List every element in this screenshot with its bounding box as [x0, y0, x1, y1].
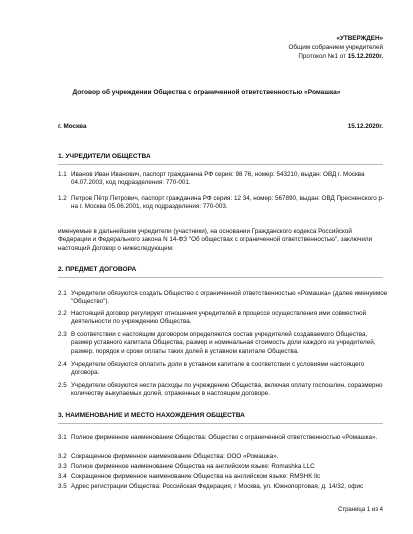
item-number: 2.3: [58, 331, 67, 338]
item-number: 1.2: [58, 195, 67, 202]
document-place: г. Москва: [58, 123, 87, 130]
protocol-line: [289, 53, 383, 62]
item-text: Полное фирменное наименование Общества на английском языке: Romashka LLC: [71, 463, 315, 470]
item-number: 2.4: [58, 361, 67, 368]
item-number: 3.5: [58, 483, 67, 490]
item-number: 3.3: [58, 463, 67, 470]
document-date: 15.12.2020г.: [347, 123, 383, 130]
protocol-date: 15.12.2020г.: [347, 52, 383, 60]
item-text: Учредители обязуются оплатить доли в уставном капитале в соответствии с условиями настоящего договора.: [71, 361, 365, 377]
item-text: Полное фирменное наименование Общества: Общество с ограниченной ответственностью «Ромашка».: [71, 434, 378, 441]
section-2-item-2: [58, 310, 388, 327]
item-number: 1.1: [58, 171, 67, 178]
page-number: Страница 1 из 4: [338, 507, 383, 513]
item-text: Учредители обязуются создать Общество с ограниченной ответственностью «Ромашка» (далее именуемое "Общество").: [71, 290, 388, 306]
section-3-item-2: [58, 453, 388, 461]
section-1-closing: именуемые в дальнейшем учредители (участники), на основании Гражданского кодекса Российской Федерации и Федерального закона N 14-ФЗ "Об обществах с ограниченной ответственностью", заключили настоящий Договор о нижеследующем:: [58, 228, 373, 252]
item-number: 2.5: [58, 382, 67, 389]
section-2-item-1: [58, 290, 388, 307]
section-3-item-5: [58, 483, 388, 491]
item-text: Иванов Иван Иванович, паспорт гражданина РФ серия: 98 76, номер: 543210, выдан: ОВД г. Москва 04.07.2003, код подразделения: 770-001.: [71, 171, 365, 187]
item-text: Настоящий договор регулирует отношения учредителей в процессе осуществления ими совместной деятельности по учреждению Общества.: [71, 310, 367, 326]
approval-block: [289, 35, 383, 61]
item-number: 2.2: [58, 310, 67, 317]
item-text: В соответствии с настоящим договором определяются состав учредителей создаваемого Общества, размер уставного капитала Общества, размер и номинальная стоимость доли каждого из учредителей, размер, порядок и сроки оплаты таких долей в уставном капитале Общества.: [71, 331, 376, 355]
section-1-item-1: [58, 171, 388, 188]
section-2-item-5: [58, 382, 388, 399]
item-text: Адрес регистрации Общества: Российская Федерация, г Москва, ул. Южнопортовая, д. 14/32, офис: [71, 483, 364, 490]
protocol-prefix: Протокол №1 от: [298, 52, 346, 60]
approval-line: Общим собранием учредителей: [288, 43, 383, 51]
item-number: 3.4: [58, 473, 67, 480]
section-3-item-1: [58, 434, 388, 442]
section-3-item-4: [58, 473, 388, 481]
item-text: Сокращенное фирменное наименование Общества: ООО «Ромашка».: [71, 453, 279, 460]
item-number: 3.2: [58, 453, 67, 460]
item-number: 3.1: [58, 434, 67, 441]
section-3-title: 3. НАИМЕНОВАНИЕ И МЕСТО НАХОЖДЕНИЯ ОБЩЕСТВА: [58, 412, 245, 419]
document-title: Договор об учреждении Общества с ограниченной ответственностью «Ромашка»: [72, 89, 341, 96]
section-2-item-4: [58, 361, 388, 378]
approval-title: «УТВЕРЖДЕН»: [336, 35, 383, 42]
section-3-item-3: [58, 463, 388, 471]
item-text: Петров Пётр Петрович, паспорт гражданина РФ серия: 12 34, номер: 567890, выдан: ОВД Пресненского р-на г. Москва 05.06.2001, код подразделения: 770-003.: [71, 195, 385, 211]
section-1-item-2: [58, 195, 388, 212]
item-text: Сокращенное фирменное наименование Общества на английском языке: RMSHK llc: [71, 473, 321, 480]
section-3-divider: [58, 423, 383, 424]
item-text: Учредители обязуются нести расходы по учреждению Общества, включая оплату госпошлин, соразмерно количеству выкупаемых долей, отраженных в настоящем договоре.: [71, 382, 383, 398]
item-number: 2.1: [58, 290, 67, 297]
section-2-title: 2. ПРЕДМЕТ ДОГОВОРА: [58, 266, 137, 273]
section-2-item-3: [58, 331, 388, 356]
section-2-divider: [58, 277, 383, 278]
section-1-divider: [58, 164, 383, 165]
section-1-title: 1. УЧРЕДИТЕЛИ ОБЩЕСТВА: [58, 153, 151, 160]
